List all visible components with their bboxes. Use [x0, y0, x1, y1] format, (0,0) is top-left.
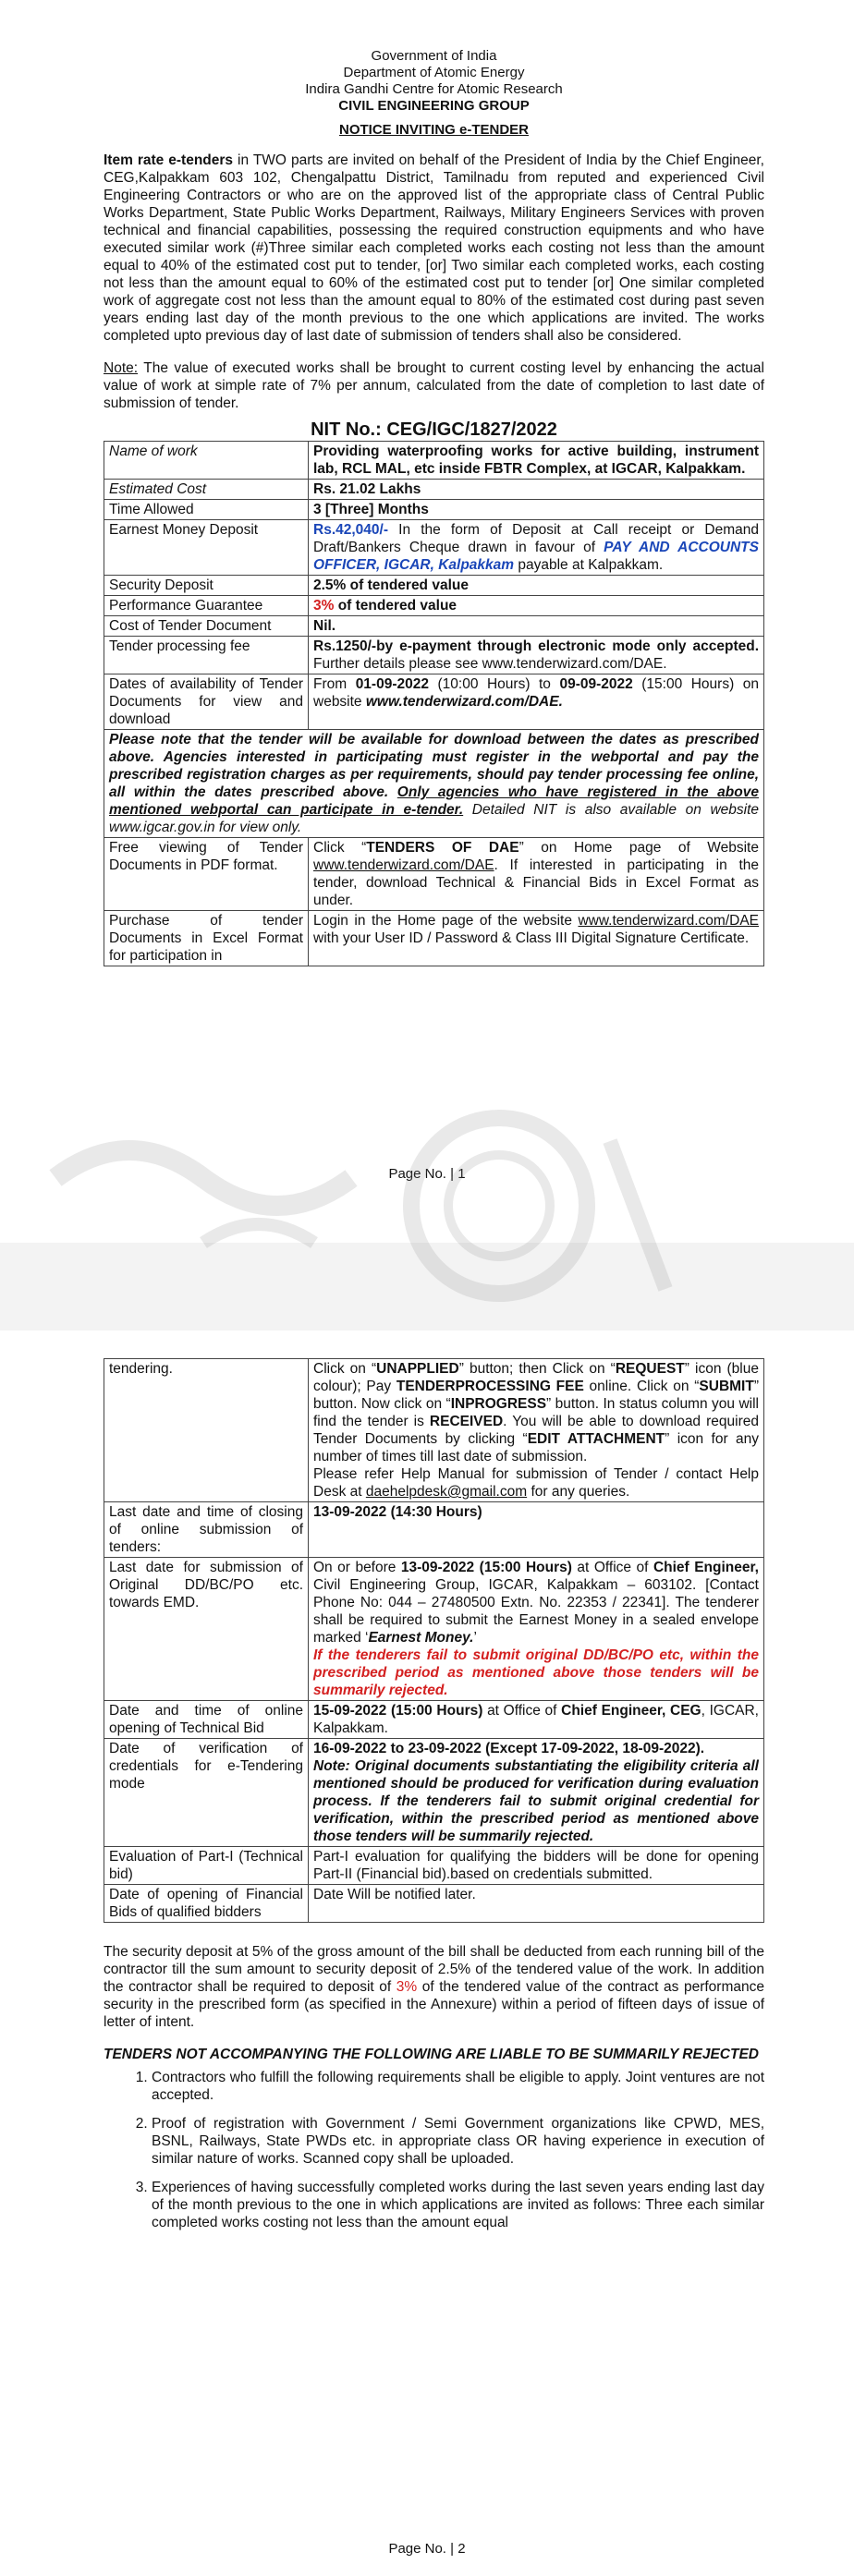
time-allowed-label: Time Allowed — [104, 500, 309, 520]
verification-value: 16-09-2022 to 23-09-2022 (Except 17-09-2022, 18-09-2022). Note: Original documents substantiating the eligibility criteria all mentioned should be produced for verification during evaluation process. If the tenderers fail to submit original credential for verification, within the prescribed period as mentioned above those tenders will be summarily rejected. — [309, 1739, 764, 1847]
notice-title: NOTICE INVITING e-TENDER — [338, 122, 529, 138]
table-row — [104, 520, 764, 576]
verification-label: Date of verification of credentials for e-Tendering mode — [104, 1739, 309, 1847]
table-row — [104, 442, 764, 480]
name-of-work-label: Name of work — [104, 442, 309, 480]
document-page-2 — [0, 1331, 854, 2576]
security-deposit-label: Security Deposit — [104, 576, 309, 596]
table-row — [104, 838, 764, 911]
header-line-department: Department of Atomic Energy — [343, 65, 525, 80]
last-emd-value: On or before 13-09-2022 (15:00 Hours) at Office of Chief Engineer, Civil Engineering Group, IGCAR, Kalpakkam – 603102. [Contact Phone No: 044 – 27480500 Extn. No. 22353 / 22341]. The tenderer shall be required to submit the Earnest Money in a sealed envelope marked ‘Earnest Money.’ If the tenderers fail to submit original DD/BC/PO etc, within the prescribed period as mentioned above those tenders will be summarily rejected. — [309, 1558, 764, 1701]
security-paragraph: The security deposit at 5% of the gross amount of the bill shall be deducted from each running bill of the contractor till the sum amount to security deposit of 2.5% of the tendered value of the work. In addition the contractor shall be required to deposit of 3% of the tendered value of the contract as performance security in the prescribed form (as specified in the Annexure) within a period of fifteen days of issue of letter of intent. — [104, 1944, 764, 2030]
emd-label: Earnest Money Deposit — [104, 520, 309, 576]
purchase-label: Purchase of tender Documents in Excel Format for participation in — [104, 911, 309, 966]
tenderwizard-link[interactable]: www.tenderwizard.com/DAE — [313, 857, 494, 873]
table-row — [104, 1558, 764, 1701]
purchase-label-continued: tendering. — [104, 1359, 309, 1502]
table-row — [104, 1502, 764, 1558]
financial-bid-label: Date of opening of Financial Bids of qualified bidders — [104, 1885, 309, 1923]
table-row — [104, 596, 764, 616]
table-row — [104, 637, 764, 674]
opening-technical-label: Date and time of online opening of Technical Bid — [104, 1701, 309, 1739]
page-number-1: Page No. | 1 — [388, 1166, 466, 1182]
table-row — [104, 730, 764, 838]
estimated-cost-label: Estimated Cost — [104, 480, 309, 500]
list-item: 3. Experiences of having successfully completed works during the last seven years ending last day of the month previous to the one in which applications are invited as follows: Three each similar completed works costing not less than the amount equal — [152, 2179, 764, 2231]
evaluation-value: Part-I evaluation for qualifying the bidders will be done for opening Part-II (Financial bid).based on credentials submitted. — [309, 1847, 764, 1885]
processing-fee-label: Tender processing fee — [104, 637, 309, 674]
helpdesk-email-link[interactable]: daehelpdesk@gmail.com — [365, 1484, 528, 1500]
nit-number: NIT No.: CEG/IGC/1827/2022 — [311, 419, 557, 440]
estimated-cost-value: Rs. 21.02 Lakhs — [309, 480, 764, 500]
purchase-value: Login in the Home page of the website www.tenderwizard.com/DAE with your User ID / Password & Class III Digital Signature Certificate. — [309, 911, 764, 966]
security-deposit-value: 2.5% of tendered value — [309, 576, 764, 596]
document-page-1 — [0, 0, 854, 1243]
performance-guarantee-value: 3% of tendered value — [309, 596, 764, 616]
performance-guarantee-label: Performance Guarantee — [104, 596, 309, 616]
page-number-2: Page No. | 2 — [388, 2541, 466, 2557]
table-row — [104, 1739, 764, 1847]
header-line-government: Government of India — [371, 48, 497, 64]
name-of-work-value: Providing waterproofing works for active building, instrument lab, RCL MAL, etc inside FBTR Complex, at IGCAR, Kalpakkam. — [309, 442, 764, 480]
last-emd-label: Last date for submission of Original DD/BC/PO etc. towards EMD. — [104, 1558, 309, 1701]
table-row — [104, 576, 764, 596]
header-line-group: CIVIL ENGINEERING GROUP — [338, 98, 530, 114]
evaluation-label: Evaluation of Part-I (Technical bid) — [104, 1847, 309, 1885]
rejection-heading: TENDERS NOT ACCOMPANYING THE FOLLOWING ARE LIABLE TO BE SUMMARILY REJECTED — [104, 2047, 759, 2062]
tender-details-table-continued — [104, 1358, 764, 1923]
table-row — [104, 616, 764, 637]
cost-of-document-value: Nil. — [309, 616, 764, 637]
table-row — [104, 911, 764, 966]
note-paragraph: Note: The value of executed works shall be brought to current costing level by enhancing the actual value of work at simple rate of 7% per annum, calculated from the date of completion to last date of submission of tender. — [104, 360, 764, 411]
processing-fee-value: Rs.1250/-by e-payment through electronic mode only accepted. Further details please see www.tenderwizard.com/DAE. — [309, 637, 764, 674]
purchase-steps: Click on “UNAPPLIED” button; then Click on “REQUEST” icon (blue colour); Pay TENDERPROCESSING FEE online. Click on “SUBMIT” button. Now click on “INPROGRESS” button. In status column you will find the tender is RECEIVED. You will be able to download required Tender Documents by clicking “EDIT ATTACHMENT” icon for any number of times till last date of submission. Please refer Help Manual for submission of Tender / contact Help Desk at daehelpdesk@gmail.com for any queries. — [309, 1359, 764, 1502]
free-viewing-label: Free viewing of Tender Documents in PDF format. — [104, 838, 309, 911]
table-row — [104, 480, 764, 500]
table-row — [104, 500, 764, 520]
table-row — [104, 1885, 764, 1923]
last-online-value: 13-09-2022 (14:30 Hours) — [309, 1502, 764, 1558]
table-row — [104, 1359, 764, 1502]
table-row — [104, 1701, 764, 1739]
cost-of-document-label: Cost of Tender Document — [104, 616, 309, 637]
requirements-list — [104, 2069, 764, 2231]
page-1-content — [104, 48, 764, 966]
list-item: 1. Contractors who fulfill the following requirements shall be eligible to apply. Joint ventures are not accepted. — [152, 2069, 764, 2104]
header-line-centre: Indira Gandhi Centre for Atomic Research — [305, 81, 563, 97]
financial-bid-value: Date Will be notified later. — [309, 1885, 764, 1923]
page-gap — [0, 1243, 854, 1331]
table-row — [104, 1847, 764, 1885]
time-allowed-value: 3 [Three] Months — [309, 500, 764, 520]
download-notice: Please note that the tender will be available for download between the dates as prescribed above. Agencies interested in participating must register in the webportal and pay the prescribed registration charges as per requirements, should pay tender processing fee online, all within the dates prescribed above. Only agencies who have registered in the above mentioned webportal can participate in e-tender. Detailed NIT is also available on website www.igcar.gov.in for view only. — [104, 730, 764, 838]
help-desk-text: Please refer Help Manual for submission of Tender / contact Help Desk at daehelpdesk@gmail.com for any queries. — [313, 1466, 759, 1500]
emd-value: Rs.42,040/- In the form of Deposit at Call receipt or Demand Draft/Bankers Cheque drawn in favour of PAY AND ACCOUNTS OFFICER, IGCAR, Kalpakkam payable at Kalpakkam. — [309, 520, 764, 576]
availability-value: From 01-09-2022 (10:00 Hours) to 09-09-2022 (15:00 Hours) on website www.tenderwizard.com/DAE. — [309, 674, 764, 730]
tender-details-table — [104, 441, 764, 966]
intro-paragraph: Item rate e-tenders in TWO parts are invited on behalf of the President of India by the Chief Engineer, CEG,Kalpakkam 603 102, Chengalpattu District, Tamilnadu from reputed and experienced Civil Engineering Contractors or who are on the approved list of the appropriate class of Central Public Works Department, State Public Works Department, Railways, Military Engineers Services with proven technical and financial capabilities, possessing the required construction equipments and who have executed similar work (#)Three similar each completed works each costing not less than the amount equal to 40% of the estimated cost put to tender, [or] Two similar each completed works, each costing not less than the amount equal to 60% of the estimated cost put to tender [or] One similar completed work of aggregate cost not less than the amount equal to 80% of the estimated cost during past seven years ending last day of the month previous to the one which applications are invited. The works completed upto previous day of last date of submission of tenders shall also be considered. — [104, 152, 764, 344]
opening-technical-value: 15-09-2022 (15:00 Hours) at Office of Chief Engineer, CEG, IGCAR, Kalpakkam. — [309, 1701, 764, 1739]
table-row — [104, 674, 764, 730]
letterhead — [104, 48, 764, 139]
free-viewing-value: Click “TENDERS OF DAE” on Home page of Website www.tenderwizard.com/DAE. If interested in participating in the tender, download Technical & Financial Bids in Excel Format as under. — [309, 838, 764, 911]
tenderwizard-link[interactable]: www.tenderwizard.com/DAE — [578, 913, 759, 929]
list-item: 2. Proof of registration with Government / Semi Government organizations like CPWD, MES, BSNL, Railways, State PWDs etc. in appropriate class OR having experience in execution of similar nature of works. Scanned copy shall be uploaded. — [152, 2115, 764, 2168]
page-2-content — [104, 1358, 764, 2242]
availability-label: Dates of availability of Tender Documents for view and download — [104, 674, 309, 730]
last-online-label: Last date and time of closing of online submission of tenders: — [104, 1502, 309, 1558]
